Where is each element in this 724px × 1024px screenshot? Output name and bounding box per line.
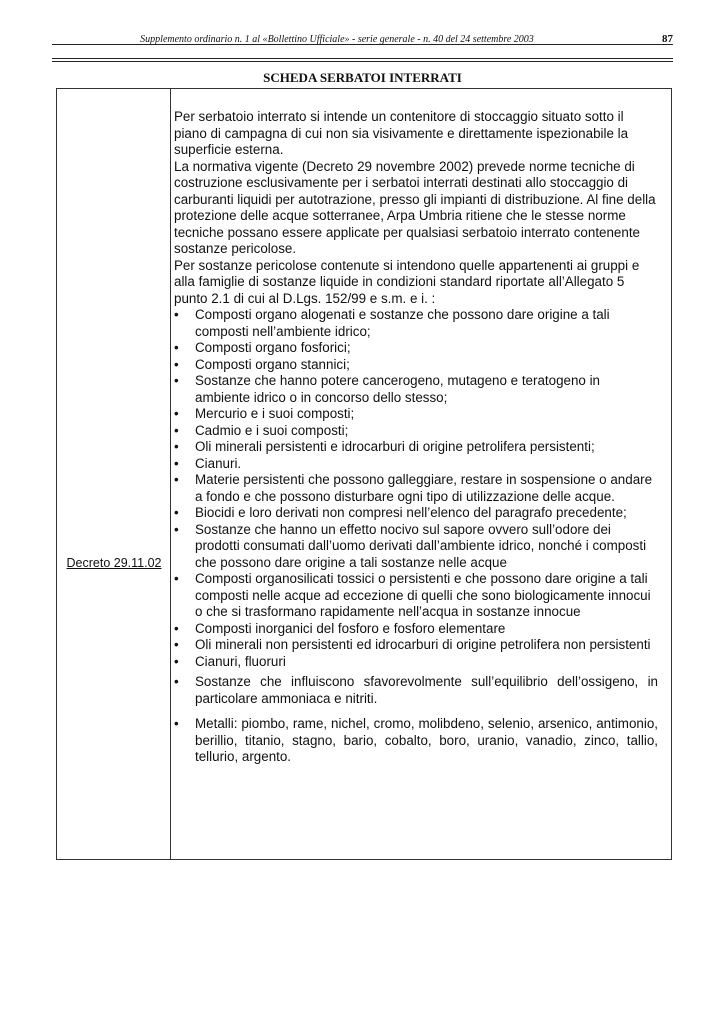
bullet-icon: • bbox=[174, 439, 179, 454]
bullet-icon: • bbox=[174, 356, 179, 372]
list-item: • Biocidi e loro derivati non compresi nell’elenco del paragrafo precedente; bbox=[174, 505, 627, 520]
table-right-cell bbox=[174, 109, 658, 766]
bullet-icon: • bbox=[174, 472, 179, 487]
bullet-icon: • bbox=[174, 653, 179, 669]
bullet-icon: • bbox=[174, 571, 179, 586]
bullet-icon: • bbox=[174, 340, 179, 355]
list-item: • Cianuri. bbox=[174, 455, 242, 471]
running-header: Supplemento ordinario n. 1 al «Bollettino Ufficiale» - serie generale - n. 40 del 24 settembre 2003 bbox=[140, 34, 534, 45]
header-double-rule bbox=[52, 58, 673, 62]
bullet-icon: • bbox=[174, 716, 179, 731]
regulation-paragraph: La normativa vigente (Decreto 29 novembre 2002) prevede norme tecniche di costruzione esclusivamente per i serbatoi interrati destinati allo stoccaggio di carburanti liquidi per autotrazione, presso gli impianti di distribuzione. Al fine della protezione delle acque sotterranee, Arpa Umbria ritiene che le stesse norme tecniche possano essere applicate per qualsiasi serbatoio interrato contenente sostanze pericolose. bbox=[174, 158, 656, 256]
bullet-icon: • bbox=[174, 422, 179, 438]
list-item: • Composti organo fosforici; bbox=[174, 340, 351, 355]
list-item: • Oli minerali non persistenti ed idrocarburi di origine petrolifera non persistenti bbox=[174, 637, 651, 652]
content-table bbox=[56, 88, 672, 860]
list-item: • Cadmio e i suoi composti; bbox=[174, 422, 349, 438]
bullet-icon: • bbox=[174, 620, 179, 636]
list-item: • Metalli: piombo, rame, nichel, cromo, molibdeno, selenio, arsenico, antimonio, berillio, titanio, stagno, bario, cobalto, boro, uranio, vanadio, zinco, tallio, tellurio, argento. bbox=[174, 716, 658, 764]
bullet-icon: • bbox=[174, 637, 179, 652]
list-item: • Sostanze che hanno un effetto nocivo sul sapore ovvero sull’odore dei prodotti consumati dall’uomo derivati dall’ambiente idrico, nonché i composti che possono dare origine a tali sostanze nelle acque bbox=[174, 521, 647, 570]
bullet-icon: • bbox=[174, 373, 179, 388]
definition-paragraph: Per serbatoio interrato si intende un contenitore di stoccaggio situato sotto il piano di campagna di cui non sia visivamente e direttamente ispezionabile la superficie esterna. bbox=[174, 109, 629, 157]
bullet-icon: • bbox=[174, 505, 179, 520]
substance-list bbox=[174, 307, 658, 766]
bullet-icon: • bbox=[174, 406, 179, 421]
bullet-icon: • bbox=[174, 674, 179, 689]
bullet-icon: • bbox=[174, 455, 179, 471]
document-title: SCHEDA SERBATOI INTERRATI bbox=[263, 70, 462, 85]
list-item: • Cianuri, fluoruri bbox=[174, 653, 286, 669]
substances-paragraph: Per sostanze pericolose contenute si intendono quelle appartenenti ai gruppi e alla famiglie di sostanze liquide in condizioni standard riportate all’Allegato 5 punto 2.1 di cui al D.Lgs. 152/99 e s.m. e i. : bbox=[174, 257, 640, 306]
bullet-icon: • bbox=[174, 307, 179, 322]
list-item: • Composti organosilicati tossici o persistenti e che possono dare origine a tali composti nelle acque ad eccezione di quelli che sono biologicamente innocui o che si trasformano rapidamente nell’acqua in sostanze innocue bbox=[174, 571, 651, 619]
list-item: • Composti inorganici del fosforo e fosforo elementare bbox=[174, 620, 506, 636]
list-item: • Materie persistenti che possono galleggiare, restare in sospensione o andare a fondo e che possono disturbare ogni tipo di utilizzazione delle acque. bbox=[174, 472, 653, 504]
list-item: • Composti organo alogenati e sostanze che possono dare origine a tali composti nell’ambiente idrico; bbox=[174, 307, 610, 339]
list-item: • Mercurio e i suoi composti; bbox=[174, 406, 355, 421]
bullet-icon: • bbox=[174, 521, 179, 537]
list-item: • Sostanze che influiscono sfavorevolmente sull’equilibrio dell’ossigeno, in particolare ammoniaca e nitriti. bbox=[174, 674, 658, 706]
page-number: 87 bbox=[662, 33, 673, 45]
list-item: • Oli minerali persistenti e idrocarburi di origine petrolifera persistenti; bbox=[174, 439, 595, 454]
table-left-cell bbox=[57, 89, 171, 859]
list-item: • Composti organo stannici; bbox=[174, 356, 350, 372]
list-item: • Sostanze che hanno potere cancerogeno, mutageno e teratogeno in ambiente idrico o in concorso dello stesso; bbox=[174, 373, 600, 405]
header-divider bbox=[52, 44, 673, 45]
decree-reference: Decreto 29.11.02 bbox=[66, 556, 162, 570]
